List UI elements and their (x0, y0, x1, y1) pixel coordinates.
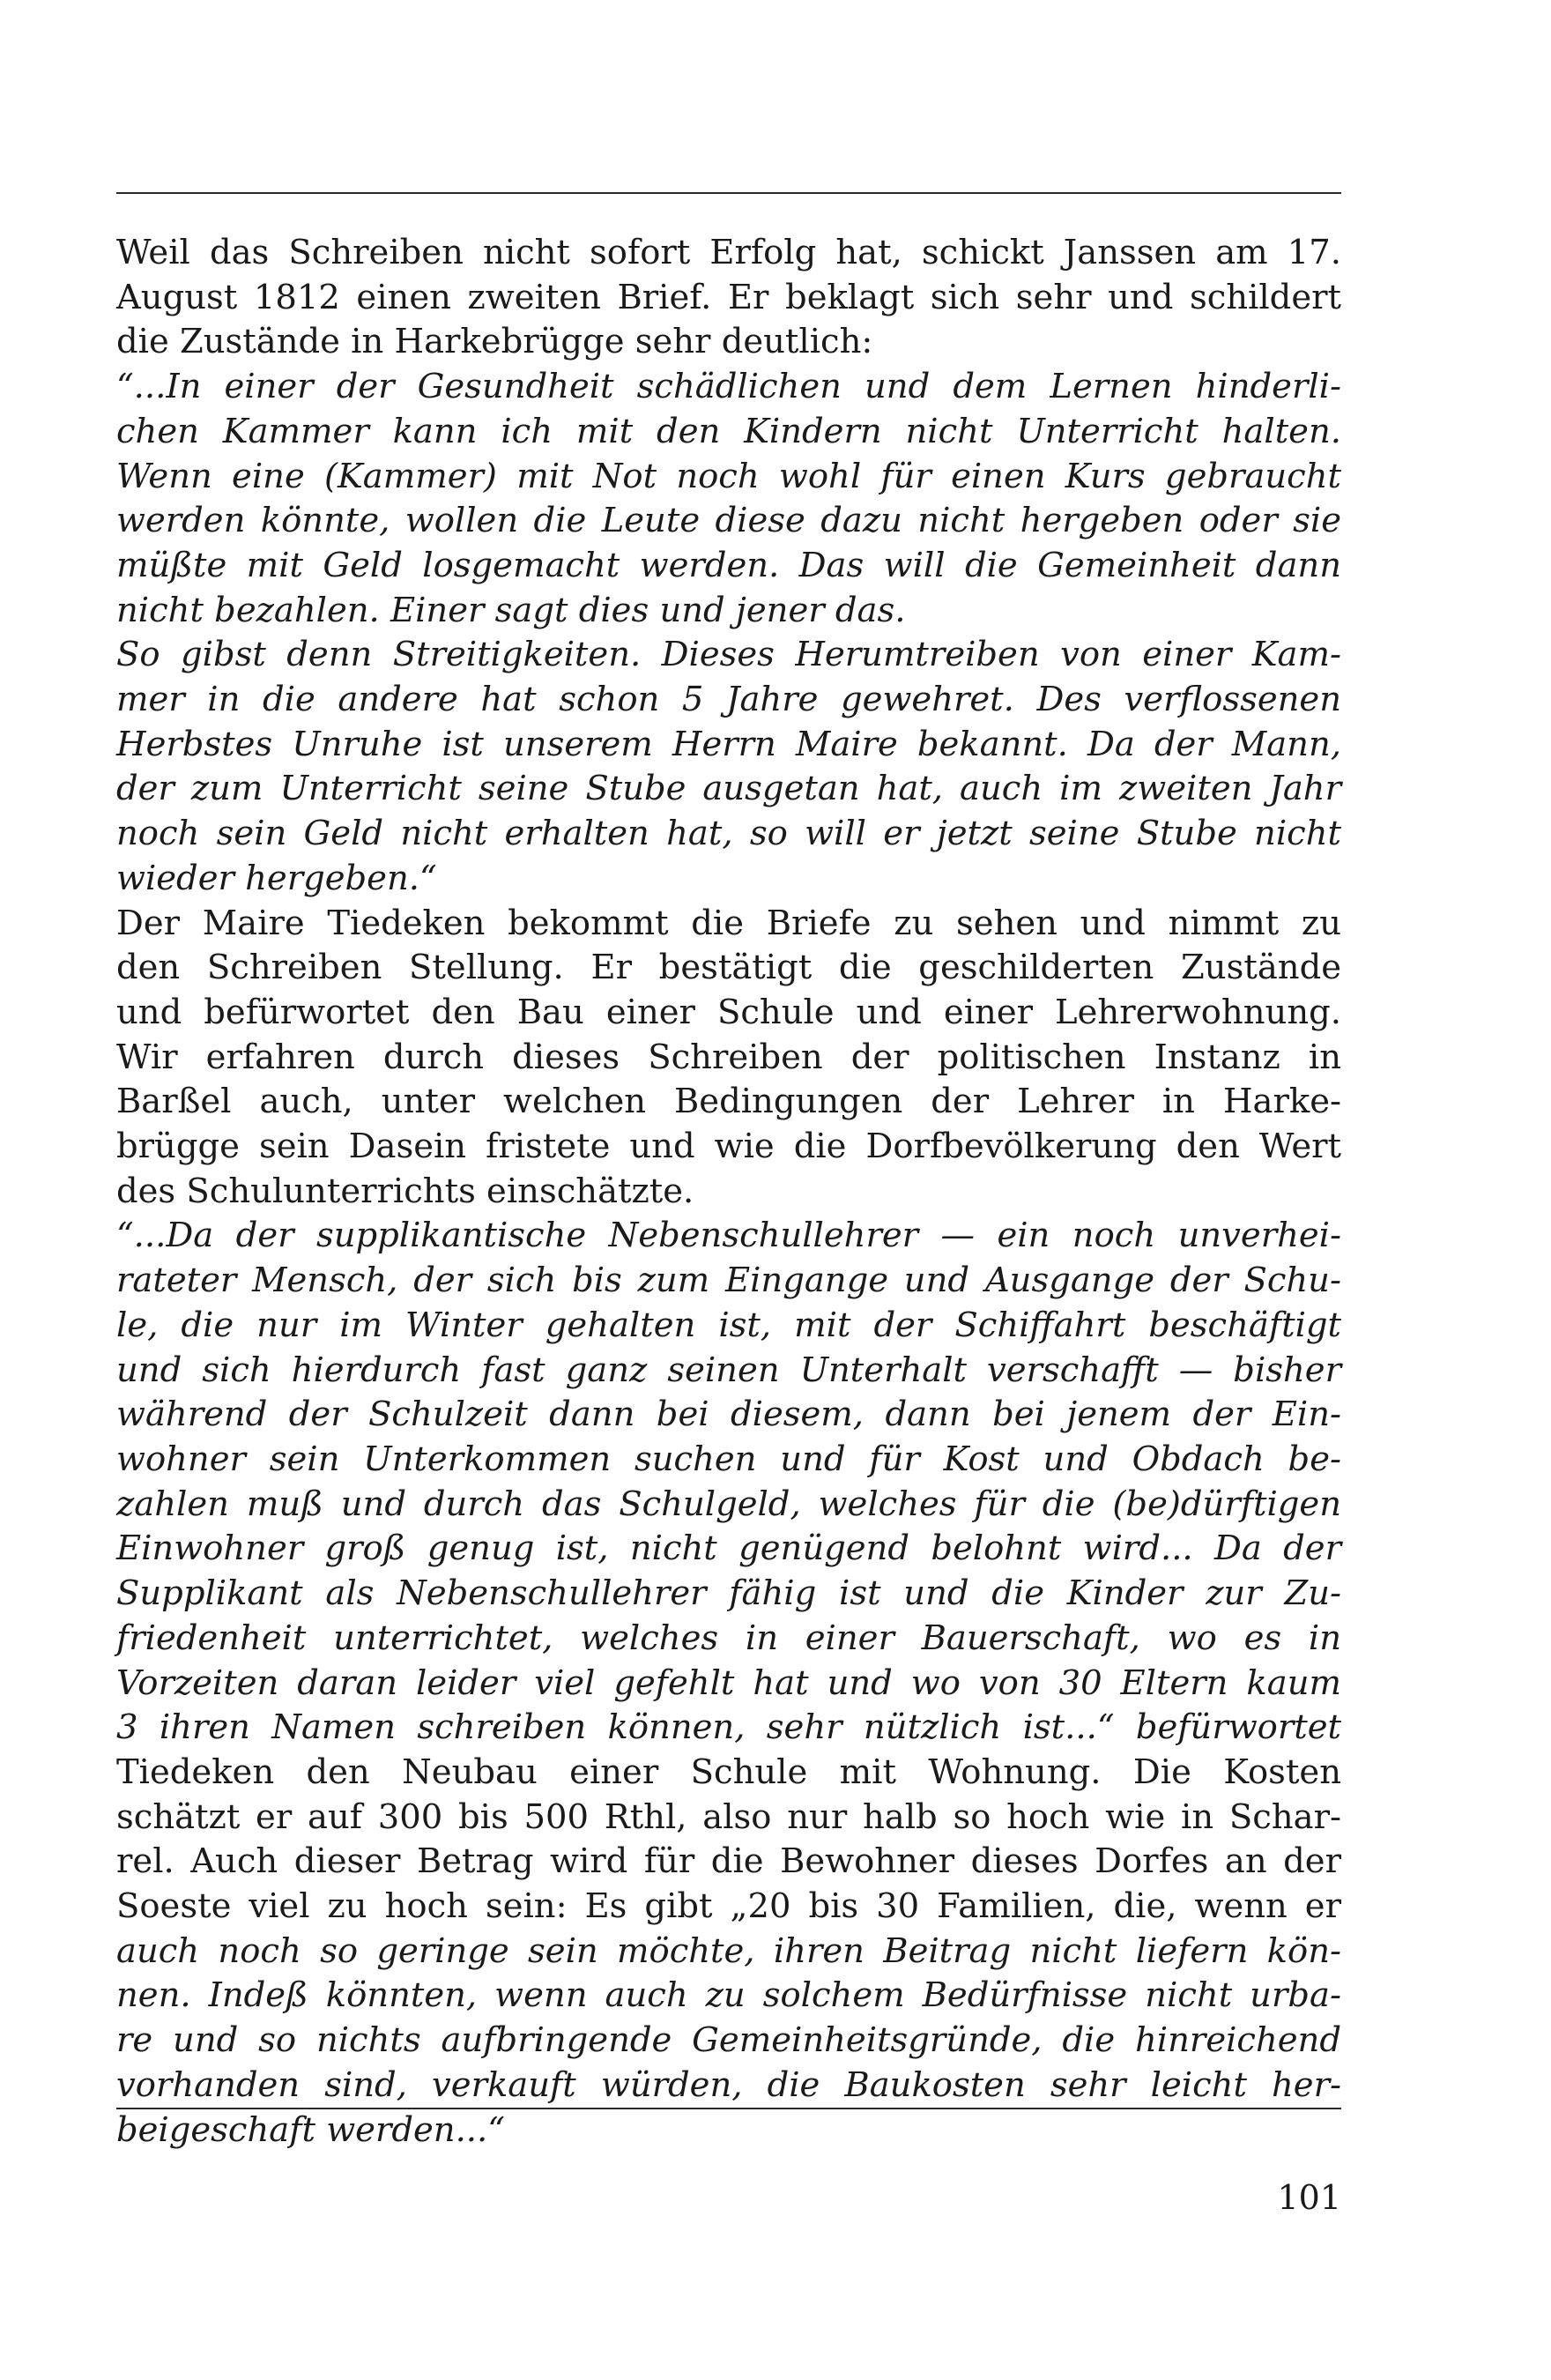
text-line: des Schulunterrichts einschätzte. (116, 1171, 694, 1211)
text-line: 3 ihren Namen schreiben können, sehr nützlich ist...“ befürwortet (116, 1707, 1341, 1748)
text-line: brügge sein Dasein fristete und wie die Dorfbevölkerung den Wert (116, 1127, 1341, 1167)
page-number: 101 (1277, 2178, 1341, 2217)
bottom-rule (116, 2108, 1341, 2109)
text-line: den Schreiben Stellung. Er bestätigt die geschilderten Zustände (116, 948, 1341, 988)
text-line: und befürwortet den Bau einer Schule und einer Lehrerwohnung. (116, 992, 1341, 1032)
text-line: “...Da der supplikantische Nebenschullehrer — ein noch unverhei- (116, 1216, 1341, 1256)
text-line: auch noch so geringe sein möchte, ihren Beitrag nicht liefern kön- (116, 1930, 1341, 1971)
text-line: Tiedeken den Neubau einer Schule mit Wohnung. Die Kosten (116, 1752, 1341, 1792)
text-line: Einwohner groß genug ist, nicht genügend belohnt wird... Da der (116, 1528, 1341, 1569)
text-line: friedenheit unterrichtet, welches in einer Bauerschaft, wo es in (116, 1618, 1341, 1658)
text-line: nicht bezahlen. Einer sagt dies und jener das. (116, 590, 906, 630)
text-line: zahlen muß und durch das Schulgeld, welches für die (be)dürftigen (116, 1484, 1341, 1524)
text-line: rel. Auch dieser Betrag wird für die Bewohner dieses Dorfes an der (116, 1841, 1341, 1882)
text-line: die Zustände in Harkebrügge sehr deutlich: (116, 322, 873, 362)
text-line: Soeste viel zu hoch sein: Es gibt „20 bis 30 Familien, die, wenn er (116, 1886, 1341, 1927)
text-line: August 1812 einen zweiten Brief. Er beklagt sich sehr und schildert (116, 277, 1341, 317)
text-line: während der Schulzeit dann bei diesem, dann bei jenem der Ein- (116, 1395, 1341, 1435)
text-line: Wir erfahren durch dieses Schreiben der politischen Instanz in (116, 1037, 1341, 1077)
body-text (116, 231, 1341, 2153)
text-line: wohner sein Unterkommen suchen und für Kost und Obdach be- (116, 1439, 1341, 1479)
text-line: schätzt er auf 300 bis 500 Rthl, also nur halb so hoch wie in Schar- (116, 1796, 1341, 1837)
text-line: beigeschaft werden...“ (116, 2109, 505, 2150)
text-line: Der Maire Tiedeken bekommt die Briefe zu sehen und nimmt zu (116, 903, 1341, 943)
text-line: nen. Indeß könnten, wenn auch zu solchem Bedürfnisse nicht urba- (116, 1975, 1341, 2016)
text-line: der zum Unterricht seine Stube ausgetan hat, auch im zweiten Jahr (116, 769, 1341, 809)
text-line: Herbstes Unruhe ist unserem Herrn Maire bekannt. Da der Mann, (116, 724, 1341, 764)
text-line: Weil das Schreiben nicht sofort Erfolg hat, schickt Janssen am 17. (116, 233, 1341, 272)
text-line: Supplikant als Nebenschullehrer fähig ist und die Kinder zur Zu- (116, 1573, 1341, 1614)
text-line: chen Kammer kann ich mit den Kindern nicht Unterricht halten. (116, 411, 1341, 451)
text-line: müßte mit Geld losgemacht werden. Das will die Gemeinheit dann (116, 545, 1341, 585)
text-line: Vorzeiten daran leider viel gefehlt hat und wo von 30 Eltern kaum (116, 1662, 1341, 1703)
text-line: So gibst denn Streitigkeiten. Dieses Herumtreiben von einer Kam- (116, 635, 1341, 675)
text-line: werden könnte, wollen die Leute diese dazu nicht hergeben oder sie (116, 501, 1341, 541)
text-line: mer in die andere hat schon 5 Jahre gewehret. Des verflossenen (116, 680, 1341, 720)
text-line: “...In einer der Gesundheit schädlichen und dem Lernen hinderli- (116, 367, 1341, 407)
text-line: rateter Mensch, der sich bis zum Eingange und Ausgange der Schu- (116, 1261, 1341, 1301)
text-line: wieder hergeben.“ (116, 858, 437, 898)
text-line: Barßel auch, unter welchen Bedingungen der Lehrer in Harke- (116, 1082, 1341, 1122)
text-line: vorhanden sind, verkauft würden, die Baukosten sehr leicht her- (116, 2064, 1341, 2105)
text-line: re und so nichts aufbringende Gemeinheitsgründe, die hinreichend (116, 2020, 1341, 2061)
text-line: Wenn eine (Kammer) mit Not noch wohl für einen Kurs gebraucht (116, 456, 1341, 496)
text-line: noch sein Geld nicht erhalten hat, so will er jetzt seine Stube nicht (116, 814, 1341, 854)
top-rule (116, 192, 1341, 194)
text-line: le, die nur im Winter gehalten ist, mit der Schiffahrt beschäftigt (116, 1305, 1341, 1345)
text-line: und sich hierdurch fast ganz seinen Unterhalt verschafft — bisher (116, 1350, 1341, 1390)
